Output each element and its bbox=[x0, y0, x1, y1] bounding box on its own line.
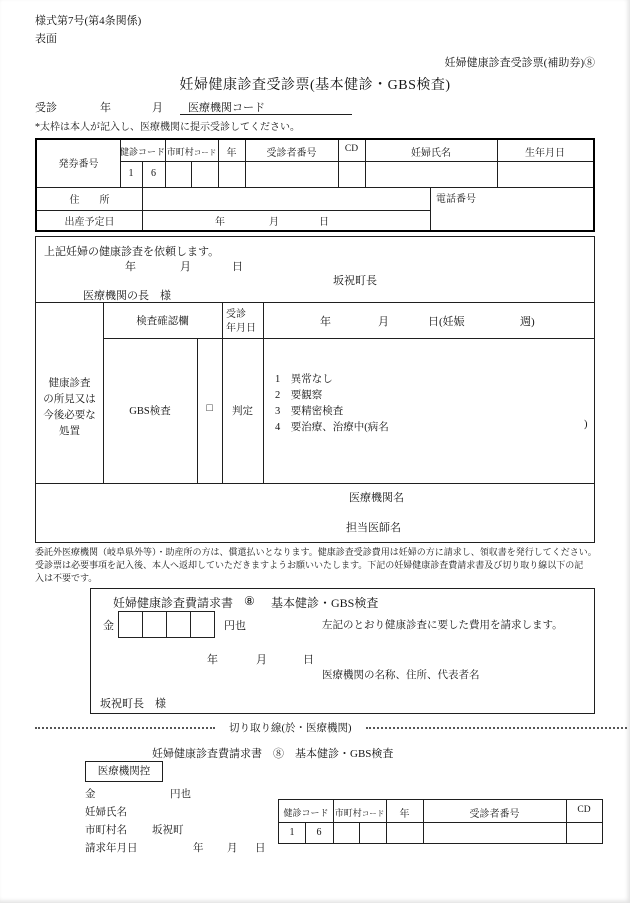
invoice-year-label: 年 bbox=[207, 654, 218, 666]
stub-municipality-label: 市町村名 bbox=[85, 825, 127, 836]
amount-boxes bbox=[118, 611, 215, 638]
stub-checkup-code-header: 健診コード bbox=[283, 808, 329, 818]
invoice-subtitle: 基本健診・GBS検査 bbox=[271, 596, 379, 610]
address-label: 住 所 bbox=[69, 195, 110, 206]
stub-title: 妊婦健康診査費請求書 ⑧ 基本健診・GBS検査 bbox=[152, 748, 394, 760]
table-line bbox=[36, 302, 594, 303]
amount-box-cell bbox=[190, 611, 215, 638]
findings-label-line: 処置 bbox=[59, 426, 80, 437]
clinic-code-underline bbox=[180, 114, 352, 115]
gbs-test-label: GBS検査 bbox=[129, 406, 171, 417]
invoice-month-label: 月 bbox=[256, 654, 267, 666]
stub-year-label: 年 bbox=[193, 843, 204, 854]
stub-amount-suffix: 円也 bbox=[170, 789, 191, 800]
visit-date-header-line2: 年月日 bbox=[226, 323, 256, 334]
phone-label: 電話番号 bbox=[436, 194, 476, 205]
judgement-option: 2 要観察 bbox=[275, 390, 323, 401]
findings-label-line: 今後必要な bbox=[43, 410, 96, 421]
birthdate-header: 生年月日 bbox=[525, 148, 565, 159]
year-header: 年 bbox=[226, 148, 237, 159]
stub-mother-name-label: 妊婦氏名 bbox=[85, 807, 127, 818]
cut-line bbox=[35, 720, 627, 735]
exam-month-label: 月 bbox=[152, 102, 163, 114]
stub-municipality-value: 坂祝町 bbox=[152, 825, 184, 836]
checkup-code-header: 健診コード bbox=[120, 147, 166, 157]
form-title: 妊婦健康診査受診票(基本健診・GBS検査) bbox=[179, 78, 451, 93]
clinic-copy-badge: 医療機関控 bbox=[85, 761, 163, 782]
table-line bbox=[37, 187, 593, 188]
stub-checkup-code-digit: 6 bbox=[316, 827, 322, 838]
table-line bbox=[191, 161, 192, 187]
municipality-code-header bbox=[165, 145, 218, 158]
request-month-label: 月 bbox=[180, 261, 191, 273]
issue-number-label: 発券番号 bbox=[58, 159, 99, 170]
table-line bbox=[359, 822, 360, 843]
stub-day-label: 日 bbox=[255, 843, 266, 854]
notice-line: 入は不要です。 bbox=[35, 573, 98, 583]
gbs-checkbox: □ bbox=[206, 403, 213, 414]
mayor-name: 坂祝町長 bbox=[333, 275, 377, 287]
gestation-week-label: 週) bbox=[520, 316, 535, 328]
doctor-name-label: 担当医師名 bbox=[346, 522, 401, 534]
stub-examinee-number-header: 受診者番号 bbox=[469, 809, 520, 820]
due-year-label: 年 bbox=[215, 217, 225, 228]
visit-month-label: 月 bbox=[378, 316, 389, 328]
stub-amount-prefix: 金 bbox=[85, 789, 96, 800]
checkup-code-digit: 6 bbox=[151, 168, 156, 179]
visit-year-label: 年 bbox=[320, 316, 331, 328]
addressee-medical-director: 医療機関の長 様 bbox=[83, 290, 171, 302]
municipality-code-sub: コード bbox=[193, 148, 217, 157]
request-text: 上記妊婦の健康診査を依頼します。 bbox=[44, 246, 220, 258]
disease-name-close-paren: ) bbox=[584, 419, 588, 430]
table-line bbox=[142, 187, 143, 230]
request-year-label: 年 bbox=[125, 261, 136, 273]
clinic-code-label: 医療機関コード bbox=[188, 102, 265, 114]
due-month-label: 月 bbox=[269, 217, 279, 228]
table-line bbox=[103, 338, 594, 339]
findings-label-line: 健康診査 bbox=[48, 378, 91, 389]
cut-line-dots bbox=[366, 727, 628, 729]
invoice-section bbox=[90, 588, 595, 714]
stub-cd-header: CD bbox=[577, 805, 591, 815]
check-confirm-header: 検査確認欄 bbox=[136, 316, 189, 327]
cut-line-label: 切り取り線(於・医療機関) bbox=[229, 723, 352, 734]
table-line bbox=[222, 302, 223, 483]
judgement-label: 判定 bbox=[232, 406, 253, 417]
municipality-code-main: 市町村 bbox=[166, 147, 194, 157]
checkup-code-digit: 1 bbox=[128, 168, 134, 179]
stub-municipality-code-header bbox=[333, 806, 386, 819]
notice-line: 委託外医療機関（岐阜県外等）・助産所の方は、償還払いとなります。健康診査受診費用は妊婦の方に請求し、領収書を発行してください。 bbox=[35, 547, 597, 557]
request-day-label: 日 bbox=[232, 261, 243, 273]
exam-year-label: 年 bbox=[100, 102, 111, 114]
clinic-signature-line: 医療機関の名称、住所、代表者名 bbox=[322, 670, 480, 681]
table-line bbox=[103, 302, 104, 483]
table-line bbox=[279, 822, 602, 823]
side-label: 表面 bbox=[35, 33, 57, 45]
clinic-name-label: 医療機関名 bbox=[349, 492, 404, 504]
judgement-option: 3 要精密検査 bbox=[275, 406, 344, 417]
amount-suffix: 円也 bbox=[224, 620, 246, 632]
stub-claim-date-label: 請求年月日 bbox=[85, 843, 138, 854]
invoice-circle-number: ⑧ bbox=[244, 594, 255, 608]
table-line bbox=[37, 210, 430, 211]
exam-date-prefix: 受診 bbox=[35, 102, 57, 114]
amount-box-cell bbox=[166, 611, 191, 638]
issue-info-table bbox=[35, 138, 595, 232]
stub-municipality-code-main: 市町村 bbox=[334, 808, 362, 818]
bold-frame-note: *太枠は本人が記入し、医療機関に提示受診してください。 bbox=[35, 122, 300, 133]
amount-box-cell bbox=[142, 611, 167, 638]
stub-year-header: 年 bbox=[399, 809, 410, 820]
visit-day-gestation-label: 日(妊娠 bbox=[428, 316, 465, 328]
reimbursement-notice bbox=[35, 546, 597, 585]
judgement-option: 1 異常なし bbox=[275, 374, 333, 385]
amount-prefix: 金 bbox=[103, 620, 114, 632]
invoice-addressee: 坂祝町長 様 bbox=[100, 698, 166, 710]
mother-name-header: 妊婦氏名 bbox=[411, 148, 451, 159]
due-day-label: 日 bbox=[319, 217, 329, 228]
invoice-title: 妊婦健康診査費請求書 bbox=[113, 596, 234, 610]
stub-municipality-code-sub: コード bbox=[361, 809, 385, 818]
request-exam-section bbox=[35, 236, 595, 543]
stub-month-label: 月 bbox=[227, 843, 238, 854]
visit-date-header-line1: 受診 bbox=[226, 309, 246, 320]
cd-header: CD bbox=[344, 144, 359, 154]
examinee-number-header: 受診者番号 bbox=[266, 148, 317, 159]
table-line bbox=[430, 187, 431, 230]
invoice-day-label: 日 bbox=[303, 654, 314, 666]
stub-code-table bbox=[278, 799, 603, 844]
notice-line: 受診票は必要事項を記入後、本人へ返却していただきますようお願いいたします。下記の妊婦健康診査費請求書及び切り取り線以下の記 bbox=[35, 560, 584, 570]
cut-line-dots bbox=[35, 727, 215, 729]
claim-statement: 左記のとおり健康診査に要した費用を請求します。 bbox=[322, 620, 563, 631]
due-date-label: 出産予定日 bbox=[64, 217, 115, 228]
form-number: 様式第7号(第4条関係) bbox=[35, 15, 142, 27]
amount-box-cell bbox=[118, 611, 143, 638]
voucher-label: 妊婦健康診査受診票(補助券)⑧ bbox=[444, 57, 595, 69]
table-line bbox=[36, 483, 594, 484]
stub-checkup-code-digit: 1 bbox=[289, 827, 295, 838]
judgement-option: 4 要治療、治療中(病名 bbox=[275, 422, 389, 433]
table-line bbox=[263, 302, 264, 483]
findings-label-line: の所見又は bbox=[43, 394, 96, 405]
